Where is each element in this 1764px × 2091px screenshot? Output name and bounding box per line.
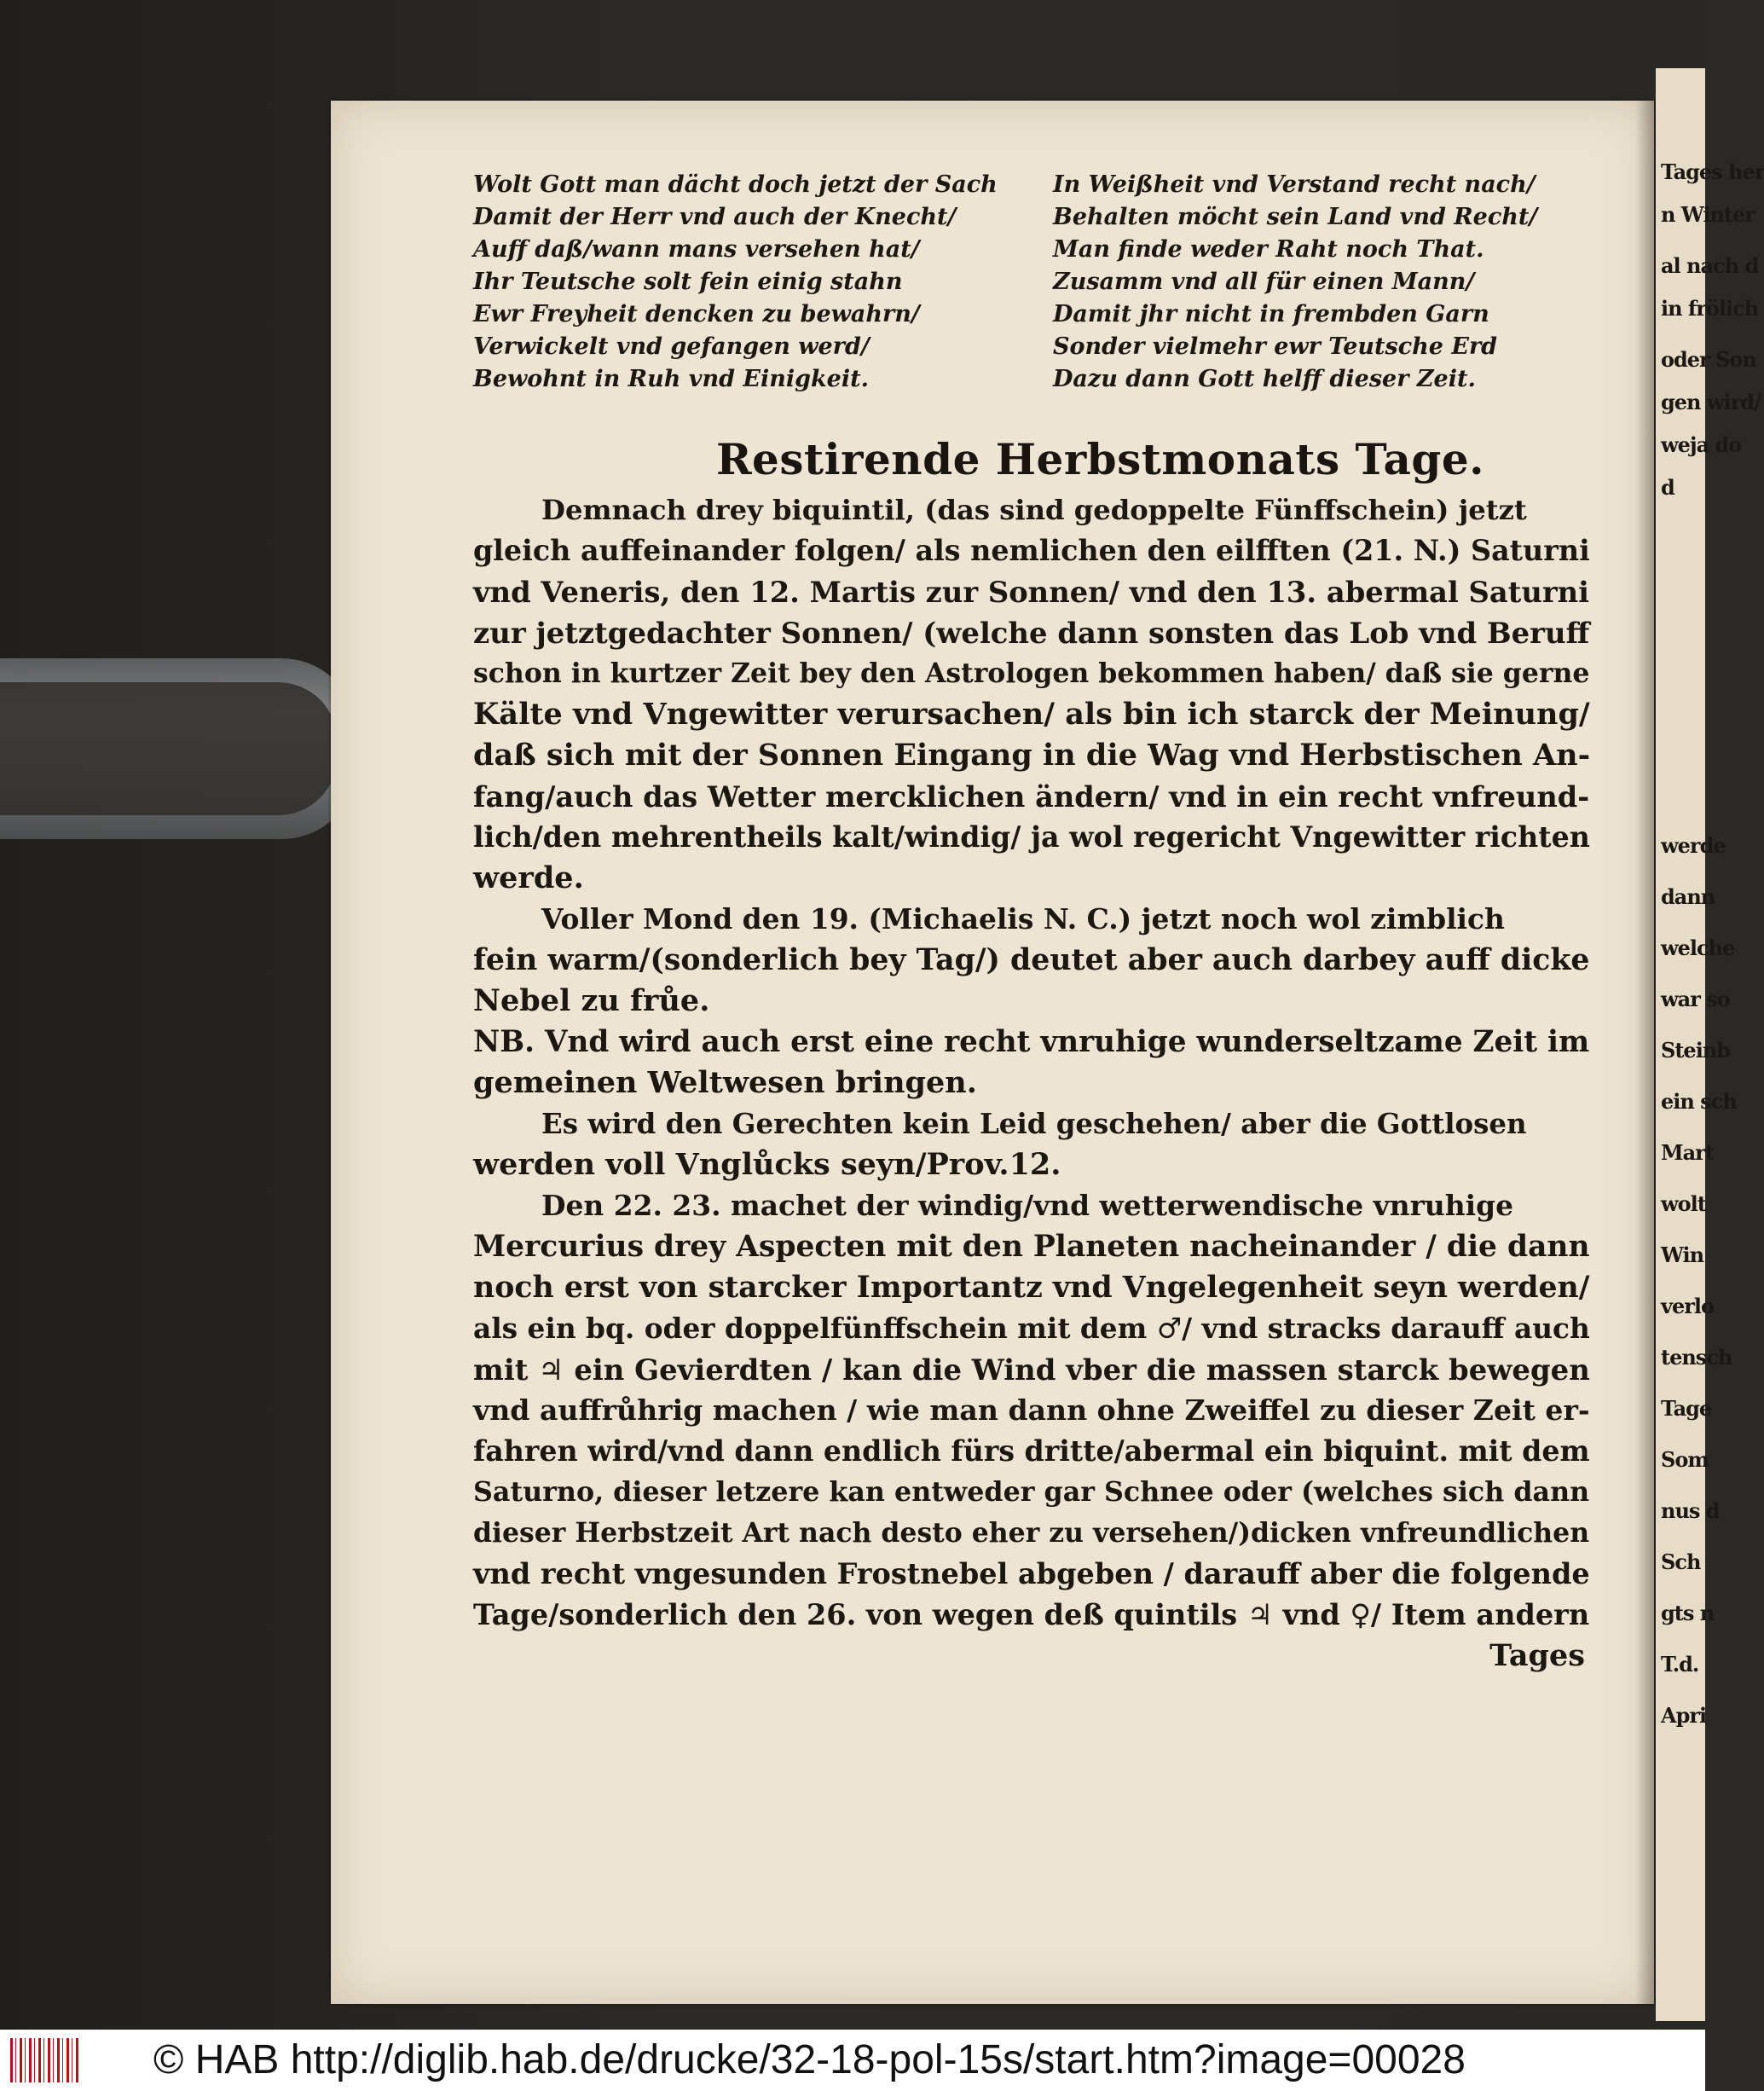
facing-page-fragment: verlo: [1661, 1294, 1714, 1318]
text-line: NB. Vnd wird auch erst eine recht vnruhige wunderseltzame Zeit im: [473, 1025, 1590, 1059]
text-line: Kälte vnd Vngewitter verursachen/ als bin ich starck der Meinung/: [473, 697, 1590, 732]
text-line: vnd recht vngesunden Frostnebel abgeben / darauff aber die folgende: [473, 1557, 1590, 1590]
facing-page-fragment: Mart: [1661, 1140, 1714, 1165]
poem-line-left: Verwickelt vnd gefangen werd/: [473, 333, 870, 360]
facing-page-fragment: n Winter: [1661, 202, 1755, 227]
text-line: gemeinen Weltwesen bringen.: [473, 1065, 977, 1100]
poem-line-left: Damit der Herr vnd auch der Knecht/: [473, 204, 957, 230]
poem-line-left: Auff daß/wann mans versehen hat/: [473, 236, 920, 263]
text-line: noch erst von starcker Importantz vnd Vngelegenheit seyn werden/: [473, 1270, 1590, 1305]
text-line: fang/auch das Wetter mercklichen ändern/ vnd in ein recht vnfreund-: [473, 779, 1590, 814]
poem-line: [473, 234, 1590, 266]
facing-page-fragment: welche: [1661, 935, 1735, 960]
text-line: schon in kurtzer Zeit bey den Astrologen bekommen haben/ daß sie gerne: [473, 657, 1590, 689]
poem-line: [473, 363, 1590, 396]
facing-page-fragment: oder Son: [1661, 347, 1756, 372]
text-line: mit ♃ ein Gevierdten / kan die Wind vber die massen starck bewegen: [473, 1352, 1590, 1387]
poem-line: [473, 169, 1590, 201]
facing-page-fragment: Apri: [1661, 1703, 1707, 1728]
poem-line-left: Bewohnt in Ruh vnd Einigkeit.: [473, 366, 869, 392]
text-line: Tage/sonderlich den 26. von wegen deß quintils ♃ vnd ♀/ Item andern: [473, 1598, 1590, 1631]
poem-line: [473, 331, 1590, 363]
facing-page-fragment: gts n: [1661, 1601, 1715, 1625]
facing-page-fragment: Steinb: [1661, 1038, 1731, 1063]
poem-line-left: Wolt Gott man dächt doch jetzt der Sach: [473, 171, 998, 198]
text-line: als ein bq. oder doppelfünffschein mit dem ♂/ vnd stracks darauff auch: [473, 1312, 1590, 1345]
page-clip-inner: [0, 682, 338, 815]
poem-line: [473, 266, 1590, 298]
text-line: werden voll Vnglůcks seyn/Prov.12.: [473, 1147, 1061, 1182]
facing-page-fragment: Win: [1661, 1242, 1704, 1267]
facing-page-fragment: Sch: [1661, 1549, 1701, 1574]
poem-line: [473, 201, 1590, 234]
poem-line-right: Zusamm vnd all für einen Mann/: [1053, 269, 1475, 295]
facing-page-fragment: dann: [1661, 884, 1715, 909]
facing-page-fragment: d: [1661, 475, 1674, 500]
text-line: Saturno, dieser letzere kan entweder gar Schnee oder (welches sich dann: [473, 1476, 1590, 1508]
text-line: Voller Mond den 19. (Michaelis N. C.) jetzt noch wol zimblich: [541, 902, 1505, 935]
text-line: Demnach drey biquintil, (das sind gedoppelte Fünffschein) jetzt: [541, 494, 1527, 526]
poem-block: [473, 169, 1590, 396]
facing-page-fragment: ein sch: [1661, 1089, 1737, 1114]
poem-line-right: Damit jhr nicht in frembden Garn: [1053, 301, 1489, 327]
footer-bar: [0, 2030, 1705, 2091]
text-line: daß sich mit der Sonnen Eingang in die Wag vnd Herbstischen An-: [473, 738, 1591, 773]
facing-page-edge: [1656, 68, 1764, 2021]
poem-line-right: Dazu dann Gott helff dieser Zeit.: [1053, 366, 1476, 392]
facing-page-fragment: nus d: [1661, 1498, 1720, 1523]
facing-page-fragment: in frölich: [1661, 296, 1759, 321]
footer-url[interactable]: © HAB http://diglib.hab.de/drucke/32-18-pol-15s/start.htm?image=00028: [153, 2037, 1466, 2082]
catchword: Tages: [1489, 1638, 1585, 1673]
facing-page-fragment: gen wird/: [1661, 390, 1761, 414]
poem-line-left: Ewr Freyheit dencken zu bewahrn/: [473, 301, 920, 327]
poem-line: [473, 298, 1590, 331]
facing-page-fragment: Tages her: [1661, 159, 1764, 184]
facing-page-fragment: Tage: [1661, 1396, 1712, 1421]
text-line: werde.: [473, 860, 584, 895]
text-line: dieser Herbstzeit Art nach desto eher zu versehen/)dicken vnfreundlichen: [473, 1517, 1590, 1549]
facing-page-fragment: werde: [1661, 833, 1726, 858]
text-line: vnd auffrůhrig machen / wie man dann ohne Zweiffel zu dieser Zeit er-: [473, 1393, 1590, 1427]
section-heading: Restirende Herbstmonats Tage.: [716, 434, 1485, 484]
poem-line-right: Sonder vielmehr ewr Teutsche Erd: [1053, 333, 1498, 360]
facing-page-fragment: wolt: [1661, 1191, 1706, 1216]
text-line: fahren wird/vnd dann endlich fürs dritte/abermal ein biquint. mit dem: [473, 1434, 1590, 1468]
text-line: Den 22. 23. machet der windig/vnd wetterwendische vnruhige: [541, 1189, 1514, 1222]
poem-line-right: In Weißheit vnd Verstand recht nach/: [1053, 171, 1536, 198]
facing-page-fragment: war so: [1661, 987, 1730, 1011]
facing-page-fragment: al nach d: [1661, 253, 1759, 278]
text-line: lich/den mehrentheils kalt/windig/ ja wol regericht Vngewitter richten: [473, 820, 1590, 854]
facing-page-fragment: T.d.: [1661, 1652, 1699, 1677]
text-line: gleich auffeinander folgen/ als nemlichen den eilfften (21. N.) Saturni: [473, 534, 1590, 567]
text-line: zur jetztgedachter Sonnen/ (welche dann sonsten das Lob vnd Beruff: [473, 616, 1590, 650]
poem-line-right: Man finde weder Raht noch That.: [1053, 236, 1484, 263]
poem-line-right: Behalten möcht sein Land vnd Recht/: [1053, 204, 1538, 230]
text-line: vnd Veneris, den 12. Martis zur Sonnen/ vnd den 13. abermal Saturni: [473, 575, 1589, 609]
body-text: [473, 489, 1590, 1677]
hab-logo-icon: [10, 2038, 78, 2082]
facing-page-fragment: weja do: [1661, 432, 1742, 457]
text-line: fein warm/(sonderlich bey Tag/) deutet aber auch darbey auff dicke: [473, 942, 1590, 977]
text-line: Nebel zu frůe.: [473, 983, 710, 1018]
text-line: Mercurius drey Aspecten mit den Planeten nacheinander / die dann: [473, 1230, 1590, 1264]
poem-line-left: Ihr Teutsche solt fein einig stahn: [473, 269, 903, 295]
gutter-shadow: [1635, 101, 1654, 2004]
text-line: Es wird den Gerechten kein Leid geschehen/ aber die Gottlosen: [541, 1108, 1527, 1140]
facing-page-fragment: tensch: [1661, 1345, 1732, 1370]
facing-page-fragment: Som: [1661, 1447, 1709, 1472]
